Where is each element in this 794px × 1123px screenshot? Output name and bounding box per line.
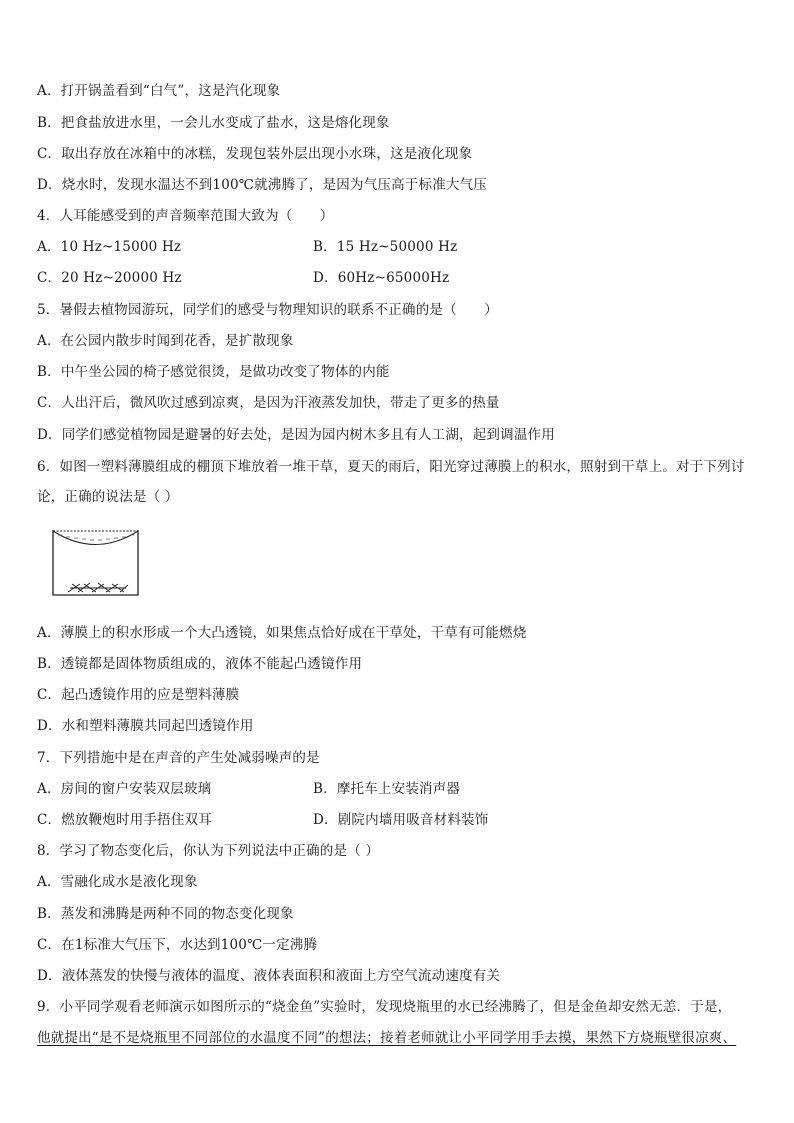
q8-option-d: D．液体蒸发的快慢与液体的温度、液体表面积和液面上方空气流动速度有关 bbox=[37, 968, 501, 984]
q8-option-c: C．在1标准大气压下，水达到100℃一定沸腾 bbox=[37, 937, 318, 953]
q3-option-b: B．把食盐放进水里，一会儿水变成了盐水，这是熔化现象 bbox=[37, 115, 390, 131]
q6-option-d: D．水和塑料薄膜共同起凹透镜作用 bbox=[37, 718, 254, 734]
q6-option-b: B．透镜都是固体物质组成的，液体不能起凸透镜作用 bbox=[37, 656, 363, 672]
q8-option-b: B．蒸发和沸腾是两种不同的物态变化现象 bbox=[37, 906, 294, 922]
q9-stem-line2: 他就提出“是不是烧瓶里不同部位的水温度不同”的想法；接着老师就让小平同学用手去摸，果然下方烧瓶壁很凉爽、 bbox=[37, 1030, 737, 1046]
greenhouse-frame bbox=[53, 530, 138, 595]
q7-option-b: B．摩托车上安装消声器 bbox=[313, 781, 461, 797]
q4-option-c: C．20 Hz~20000 Hz bbox=[37, 270, 182, 286]
q4-stem: 4．人耳能感受到的声音频率范围大致为（ ） bbox=[37, 208, 334, 224]
q6-stem-line2: 论，正确的说法是（ ） bbox=[37, 489, 179, 505]
q9-stem-line1: 9．小平同学观看老师演示如图所示的“烧金鱼”实验时，发现烧瓶里的水已经沸腾了，但是金鱼却安然无恙．于是， bbox=[37, 999, 732, 1015]
q4-option-d: D．60Hz~65000Hz bbox=[313, 270, 450, 286]
q5-option-a: A．在公园内散步时闻到花香，是扩散现象 bbox=[37, 333, 294, 349]
q7-option-a: A．房间的窗户安装双层玻璃 bbox=[37, 781, 212, 797]
q3-option-c: C．取出存放在冰箱中的冰糕，发现包装外层出现小水珠，这是液化现象 bbox=[37, 146, 473, 162]
q8-stem: 8．学习了物态变化后，你认为下列说法中正确的是（ ） bbox=[37, 843, 380, 859]
q6-stem-line1: 6．如图一塑料薄膜组成的棚顶下堆放着一堆干草，夏天的雨后，阳光穿过薄膜上的积水，照射到干草上。对于下列讨 bbox=[37, 459, 745, 475]
q5-option-c: C．人出汗后，微风吹过感到凉爽，是因为汗液蒸发加快，带走了更多的热量 bbox=[37, 395, 500, 411]
q5-option-b: B．中午坐公园的椅子感觉很烫，是做功改变了物体的内能 bbox=[37, 364, 390, 380]
q7-option-c: C．燃放鞭炮时用手捂住双耳 bbox=[37, 812, 212, 828]
q7-option-d: D．剧院内墙用吸音材料装饰 bbox=[313, 812, 489, 828]
dry-grass-pile bbox=[68, 583, 128, 592]
q4-option-a: A．10 Hz~15000 Hz bbox=[37, 239, 182, 255]
q8-option-a: A．雪融化成水是液化现象 bbox=[37, 874, 198, 890]
q5-stem: 5．暑假去植物园游玩，同学们的感受与物理知识的联系不正确的是（ ） bbox=[37, 302, 498, 318]
q5-option-d: D．同学们感觉植物园是避暑的好去处，是因为园内树木多且有人工湖，起到调温作用 bbox=[37, 427, 555, 443]
q4-option-b: B．15 Hz~50000 Hz bbox=[313, 239, 458, 255]
greenhouse-diagram bbox=[50, 526, 142, 598]
water-on-film bbox=[53, 531, 138, 545]
q6-option-a: A．薄膜上的积水形成一个大凸透镜，如果焦点恰好成在干草处，干草有可能燃烧 bbox=[37, 625, 527, 641]
q3-option-d: D．烧水时，发现水温达不到100℃就沸腾了，是因为气压高于标准大气压 bbox=[37, 177, 487, 193]
q7-stem: 7．下列措施中是在声音的产生处减弱噪声的是 bbox=[37, 750, 320, 766]
q6-option-c: C．起凸透镜作用的应是塑料薄膜 bbox=[37, 687, 240, 703]
q3-option-a: A．打开锅盖看到“白气”，这是汽化现象 bbox=[37, 83, 281, 99]
